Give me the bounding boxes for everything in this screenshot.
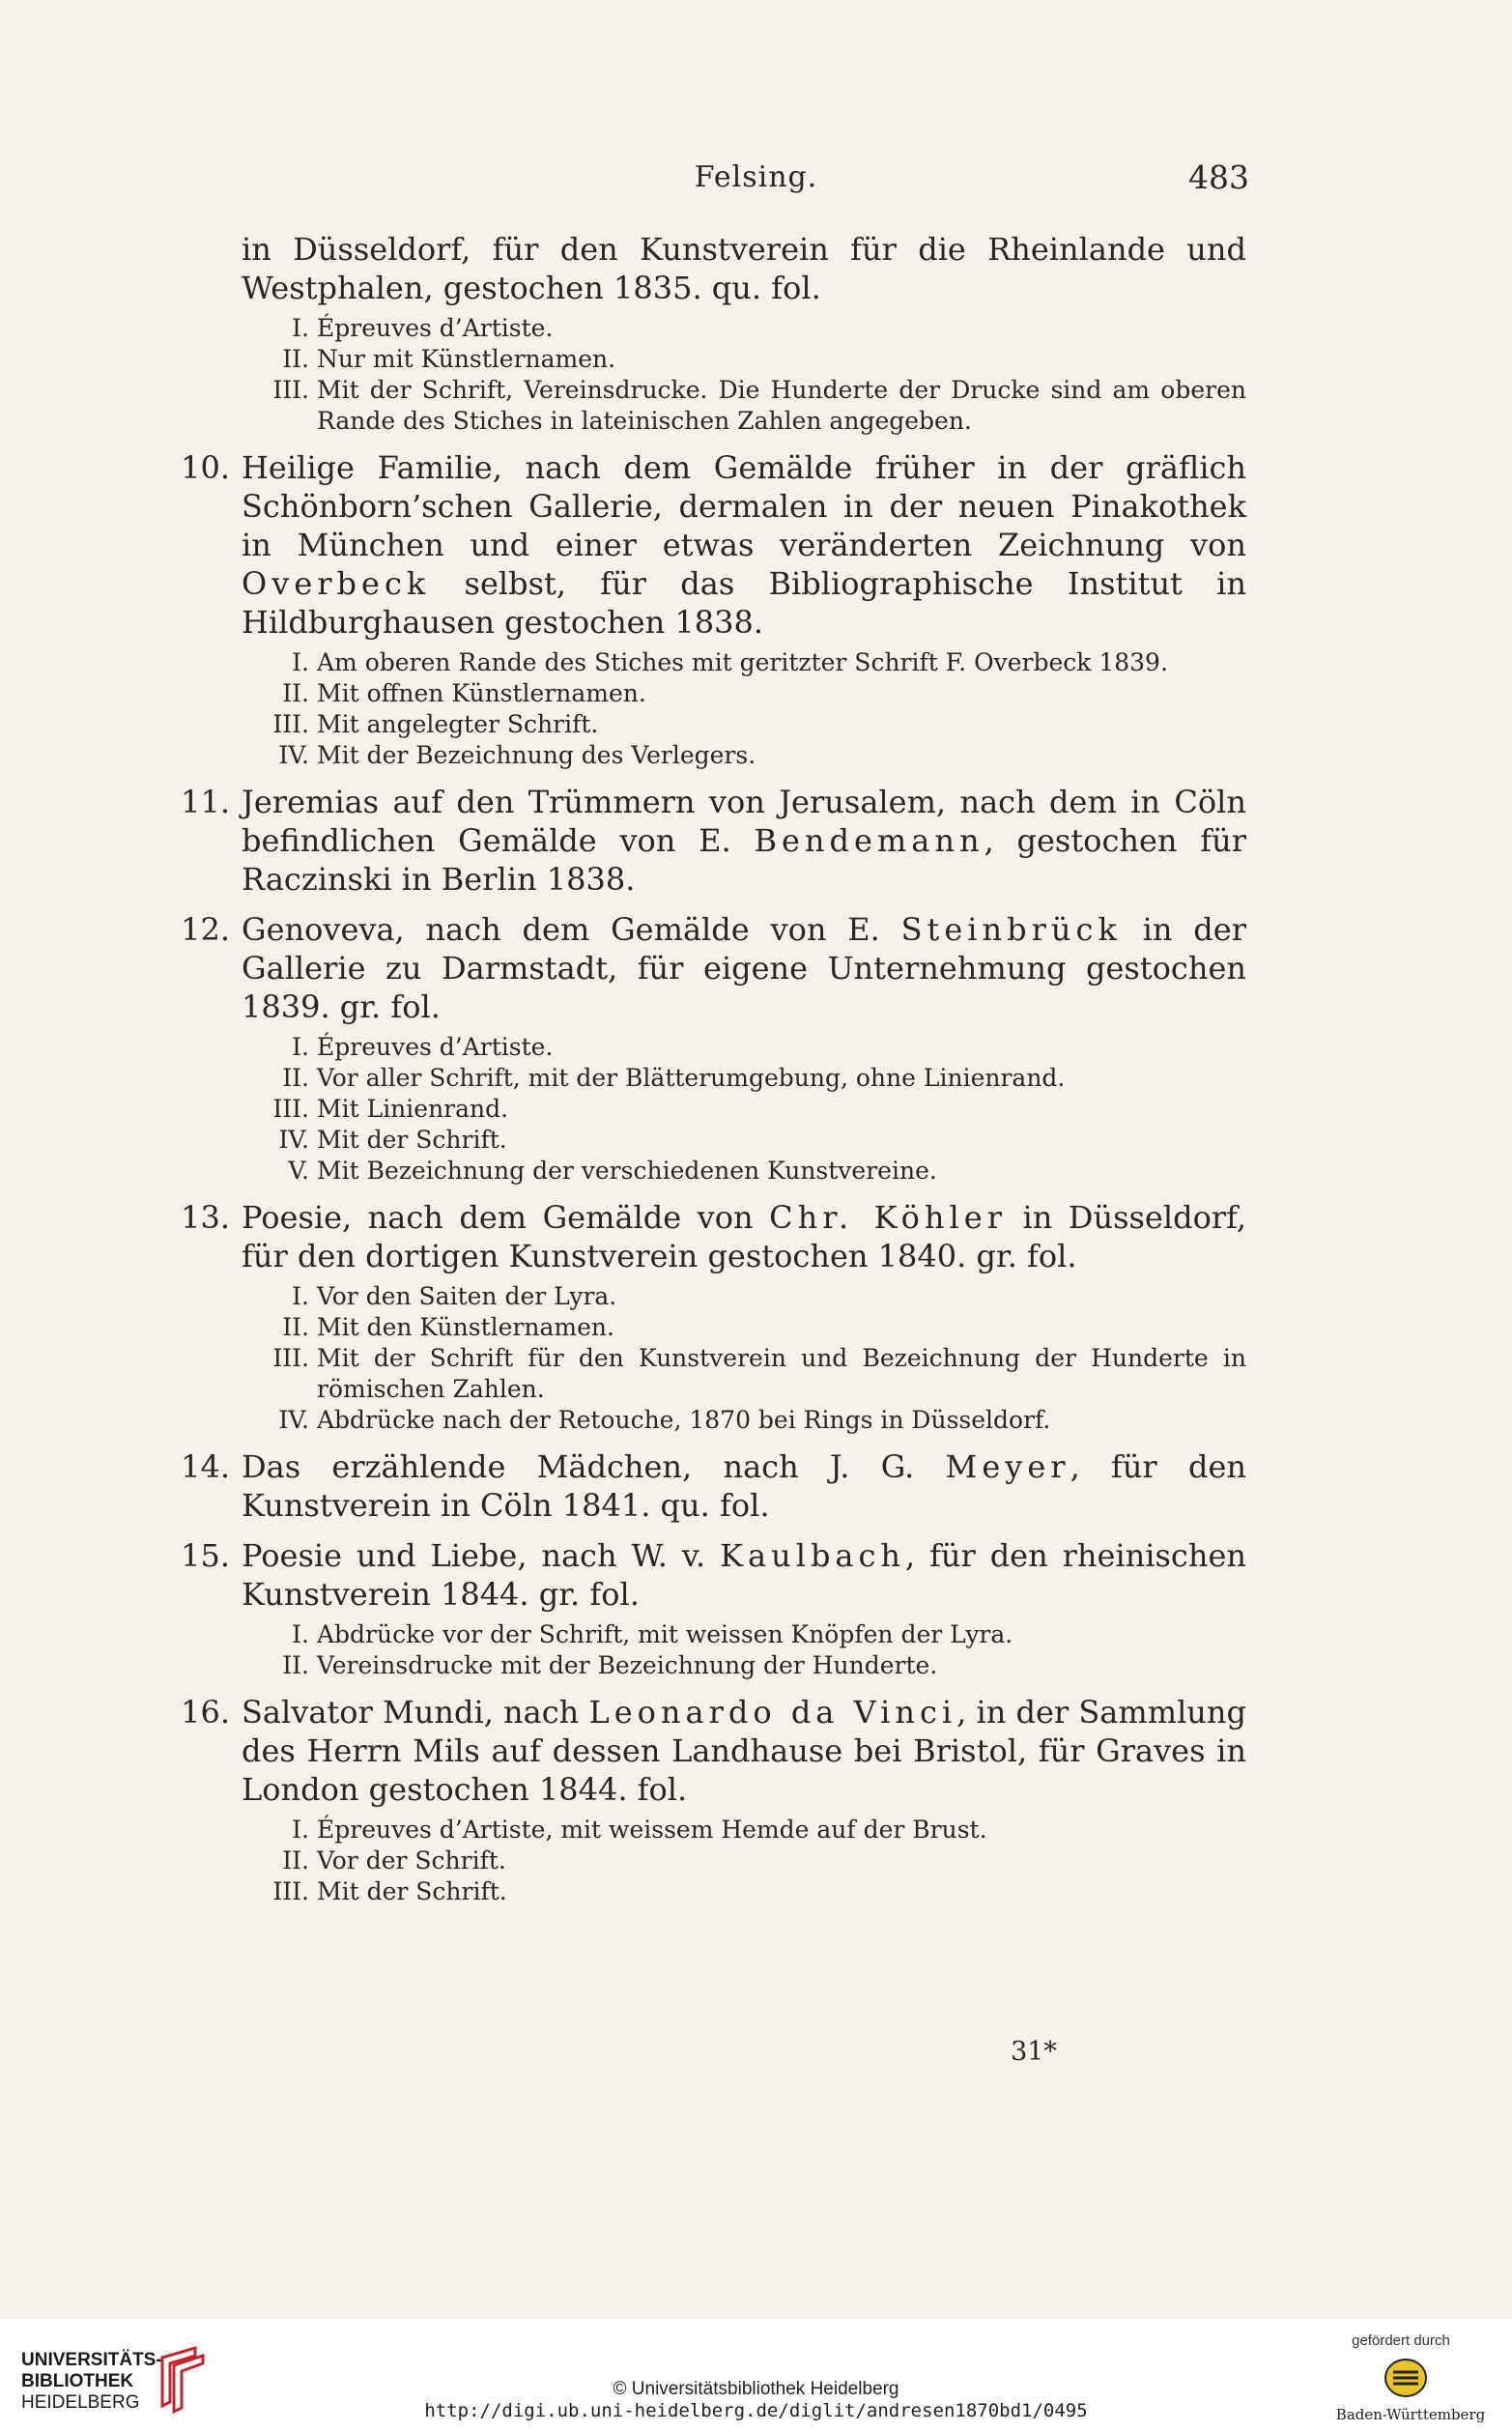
state-line: III. Mit Linienrand. [272,1095,509,1123]
state-line: III. Mit der Schrift. [272,1877,507,1905]
catalog-entry-12: 12. Genoveva, nach dem Gemälde von E. Steinbrück in der Gallerie zu Darmstadt, für eigene Unternehmung gestochen 1839. gr. fol. [242,910,1246,1026]
entry-number: 16. [181,1694,230,1731]
state-line: I. Épreuves d’Artiste. [292,314,554,342]
state-line: IV. Mit der Schrift. [278,1126,507,1154]
entry-number: 11. [181,784,230,820]
state-line: III. Mit der Schrift für den Kunstverein und Bezeichnung der Hunderte in römischen Zahlen. [272,1344,1246,1403]
entry-text: in Düsseldorf, für den Kunstverein für die Rheinlande und Westphalen, gestochen 1835. qu. fol. [242,231,1246,306]
state-line: III. Mit der Schrift, Vereinsdrucke. Die Hunderte der Drucke sind am oberen Rande des Stiches in lateinischen Zahlen angegeben. [272,376,1246,435]
artist-name: Bendemann [754,822,984,859]
state-line: IV. Abdrücke nach der Retouche, 1870 bei Rings in Düsseldorf. [278,1406,1051,1434]
catalog-entry-13: 13. Poesie, nach dem Gemälde von Chr. Köhler in Düsseldorf, für den dortigen Kunstverein gestochen 1840. gr. fol. [242,1198,1246,1275]
entry-number: 15. [181,1537,230,1574]
page-body [181,230,1247,1907]
signature-mark: 31* [1011,2037,1057,2067]
catalog-entry-16: 16. Salvator Mundi, nach Leonardo da Vinci, in der Sammlung des Herrn Mils auf dessen Landhause bei Bristol, für Graves in London gestochen 1844. fol. [242,1693,1246,1809]
state-line: II. Vereinsdrucke mit der Bezeichnung der Hunderte. [282,1651,938,1679]
state-line: I. Abdrücke vor der Schrift, mit weissen Knöpfen der Lyra. [292,1620,1013,1648]
entry-number: 10. [181,449,230,486]
state-line: IV. Mit der Bezeichnung des Verlegers. [278,741,756,769]
coat-of-arms-icon [1384,2356,1428,2400]
state-line: I. Vor den Saiten der Lyra. [292,1282,617,1310]
catalog-entry-11: 11. Jeremias auf den Trümmern von Jerusalem, nach dem in Cöln befindlichen Gemälde von E. Bendemann, gestochen für Raczinski in Berlin 1838. [242,783,1246,899]
state-line: II. Vor aller Schrift, mit der Blätterumgebung, ohne Linienrand. [282,1064,1066,1092]
copyright-text: © Universitätsbibliothek Heidelberg [613,2379,899,2399]
state-line: V. Mit Bezeichnung der verschiedenen Kunstvereine. [288,1157,937,1185]
state-line: II. Nur mit Künstlernamen. [282,345,616,373]
state-line: II. Vor der Schrift. [282,1846,506,1874]
state-line: I. Am oberen Rande des Stiches mit geritzter Schrift F. Overbeck 1839. [292,648,1168,676]
funded-by-label: gefördert durch [1352,2332,1450,2349]
catalog-entry-continued [242,230,1246,307]
entry-number: 14. [181,1448,230,1485]
state-line: II. Mit offnen Künstlernamen. [282,679,646,707]
artist-name: Overbeck [242,565,431,602]
artist-name: Kaulbach [720,1537,906,1574]
funder-name: Baden-Württemberg [1335,2406,1486,2423]
artist-name: Chr. Köhler [769,1199,1008,1236]
library-logo-text: UNIVERSITÄTS- BIBLIOTHEK HEIDELBERG [21,2350,162,2413]
artist-name: Leonardo da Vinci [588,1694,957,1731]
catalog-entry-10: 10. Heilige Familie, nach dem Gemälde früher in der gräflich Schönborn’schen Gallerie, dermalen in der neuen Pinakothek in München und einer etwas veränderten Zeichnung von Overbeck selbst, für das Bibliographische Institut in Hildburghausen gestochen 1838. [242,448,1246,642]
catalog-entry-15: 15. Poesie und Liebe, nach W. v. Kaulbach, für den rheinischen Kunstverein 1844. gr. fol. [242,1536,1246,1614]
entry-number: 12. [181,911,230,948]
state-line: III. Mit angelegter Schrift. [272,710,599,738]
state-line: I. Épreuves d’Artiste. [292,1033,554,1061]
artist-name: Steinbrück [900,911,1122,948]
page-number: 483 [1188,158,1249,196]
artist-name: Meyer [945,1448,1070,1485]
state-line: II. Mit den Künstlernamen. [282,1313,614,1341]
state-line: I. Épreuves d’Artiste, mit weissem Hemde auf der Brust. [292,1816,987,1844]
footer-bar [0,2319,1512,2432]
running-header-title: Felsing. [694,160,818,194]
entry-number: 13. [181,1199,230,1236]
catalog-entry-14: 14. Das erzählende Mädchen, nach J. G. Meyer, für den Kunstverein in Cöln 1841. qu. fol. [242,1447,1246,1525]
source-url[interactable]: http://digi.ub.uni-heidelberg.de/diglit/andresen1870bd1/0495 [424,2400,1088,2421]
